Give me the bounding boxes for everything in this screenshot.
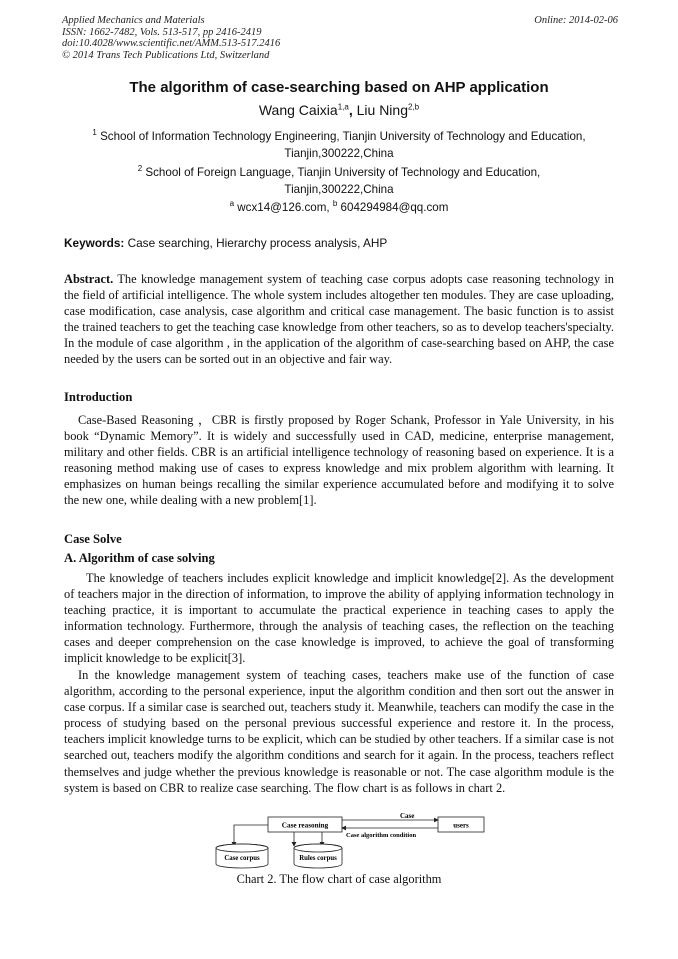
flow-line-case — [342, 820, 408, 821]
copyright-line: © 2014 Trans Tech Publications Ltd, Switzerland — [62, 49, 270, 61]
flow-condition-text: Case algorithm condition — [346, 832, 417, 839]
affiliation-2 — [90, 164, 588, 198]
affiliation-1 — [40, 128, 638, 162]
email-b-sup: b — [332, 199, 338, 209]
case-solve-heading: Case Solve — [64, 532, 122, 546]
affiliation-1-text: School of Information Technology Engineering, Tianjin University of Technology and Education, Tianjin,300222,China — [100, 130, 586, 160]
affiliation-2-sup: 2 — [137, 164, 143, 174]
email-a-sup: a — [229, 199, 235, 209]
figure-caption: Chart 2. The flow chart of case algorithm — [236, 872, 442, 886]
running-header — [62, 15, 618, 61]
abstract — [64, 271, 614, 368]
flow-case-reasoning-text: Case reasoning — [281, 821, 329, 830]
author-line: Wang Caixia$^{1,a}$, Liu Ning$^{2,b}$ — [258, 102, 420, 118]
abstract-label: Abstract. — [64, 272, 114, 286]
doi-line: doi:10.4028/www.scientific.net/AMM.513-517.2416 — [62, 38, 281, 50]
email-b: 604294984@qq.com — [340, 201, 449, 214]
author-1: Wang Caixia — [258, 102, 338, 118]
introduction-heading: Introduction — [64, 390, 133, 404]
flow-case-corpus-text: Case corpus — [224, 855, 260, 862]
online-date: Online: 2014-02-06 — [534, 15, 618, 26]
journal-name: Applied Mechanics and Materials — [62, 15, 205, 26]
flow-arrow-to-corpus — [234, 825, 268, 846]
affiliation-1-sup: 1 — [92, 128, 97, 138]
flow-case-label: Case — [400, 812, 415, 820]
author-1-sup: 1,a — [337, 102, 349, 112]
issn-line: ISSN: 1662-7482, Vols. 513-517, pp 2416-2419 — [62, 26, 262, 38]
flow-users-text: users — [453, 821, 469, 830]
case-solve-paragraph-2: In the knowledge management system of teaching cases, teachers make use of the function of case algorithm, according to the personal experience, input the algorithm condition and then sort out the answer in case corpus. If a similar case is searched out, teachers study it. Meanwhile, teachers can modify the case in the process of studying based on the personal previous successful experience and restore it. In the process, teachers implicit knowledge turns to be explicit, which can be studied by other teachers. If a similar case is not searched out, teachers modify the algorithm conditions and search for it again. In the process, teachers reflect themselves and judge whether the previous knowledge is reasonable or not. The case algorithm module is the system is based on CBR to realize case searching. The flow chart is as follows in chart 2. — [64, 668, 614, 795]
flow-chart — [210, 808, 500, 870]
keywords-label: Keywords: — [64, 236, 125, 250]
algorithm-subheading: A. Algorithm of case solving — [64, 551, 215, 565]
author-2: Liu Ning — [356, 102, 408, 118]
case-solve-paragraph-1: The knowledge of teachers includes explicit knowledge and implicit knowledge[2]. As the development of teachers major in the direction of information, to improve the ability of applying information technology in teaching practice, it is important to accumulate the practical experience in teaching cases to apply the information technology. Furthermore, through the analysis of teaching cases, the reflection on the teaching cases and deeper comprehension on the case knowledge is improved, to achieve the goal of transforming implicit knowledge to be explicit[3]. — [64, 571, 614, 666]
introduction-text: Case-Based Reasoning ，CBR is firstly proposed by Roger Schank, Professor in Yale University, in his book “Dynamic Memory”. It is widely and successfully used in CAD, medicine, enterprise management, military and other fields. CBR is an artificial intelligence technology of reasoning based on experience. It is a reasoning method making use of cases to express knowledge and mix problem algorithm with learning. It emphasizes on human beings recalling the similar experience accumulated before and modifying it to solve the new one, while dealing with a new problem[1]. — [64, 413, 614, 508]
keywords — [64, 236, 620, 250]
author-2-sup: 2,b — [408, 102, 420, 112]
flow-rules-corpus-text: Rules corpus — [299, 855, 337, 862]
keywords-text: Case searching, Hierarchy process analysis, AHP — [127, 236, 388, 250]
abstract-text: The knowledge management system of teaching case corpus adopts case reasoning technology in the field of artificial intelligence. The whole system includes altogether ten modules. They are case uploading, case modification, case analysis, case algorithm and critical case management. The basic function is to assist the trained teachers to get the teaching case knowledge from other teachers, so as to develop teachers'specialty. In the module of case algorithm , in the application of the algorithm of case-searching based on AHP, the case needed by the users can be sorted out in an objective and fair way. — [64, 272, 614, 367]
email-a: wcx14@126.com, — [237, 201, 330, 214]
affiliation-2-text: School of Foreign Language, Tianjin University of Technology and Education, Tianjin,300222,China — [145, 166, 541, 196]
paper-title: The algorithm of case-searching based on AHP application — [129, 79, 549, 96]
email-line — [0, 201, 678, 214]
